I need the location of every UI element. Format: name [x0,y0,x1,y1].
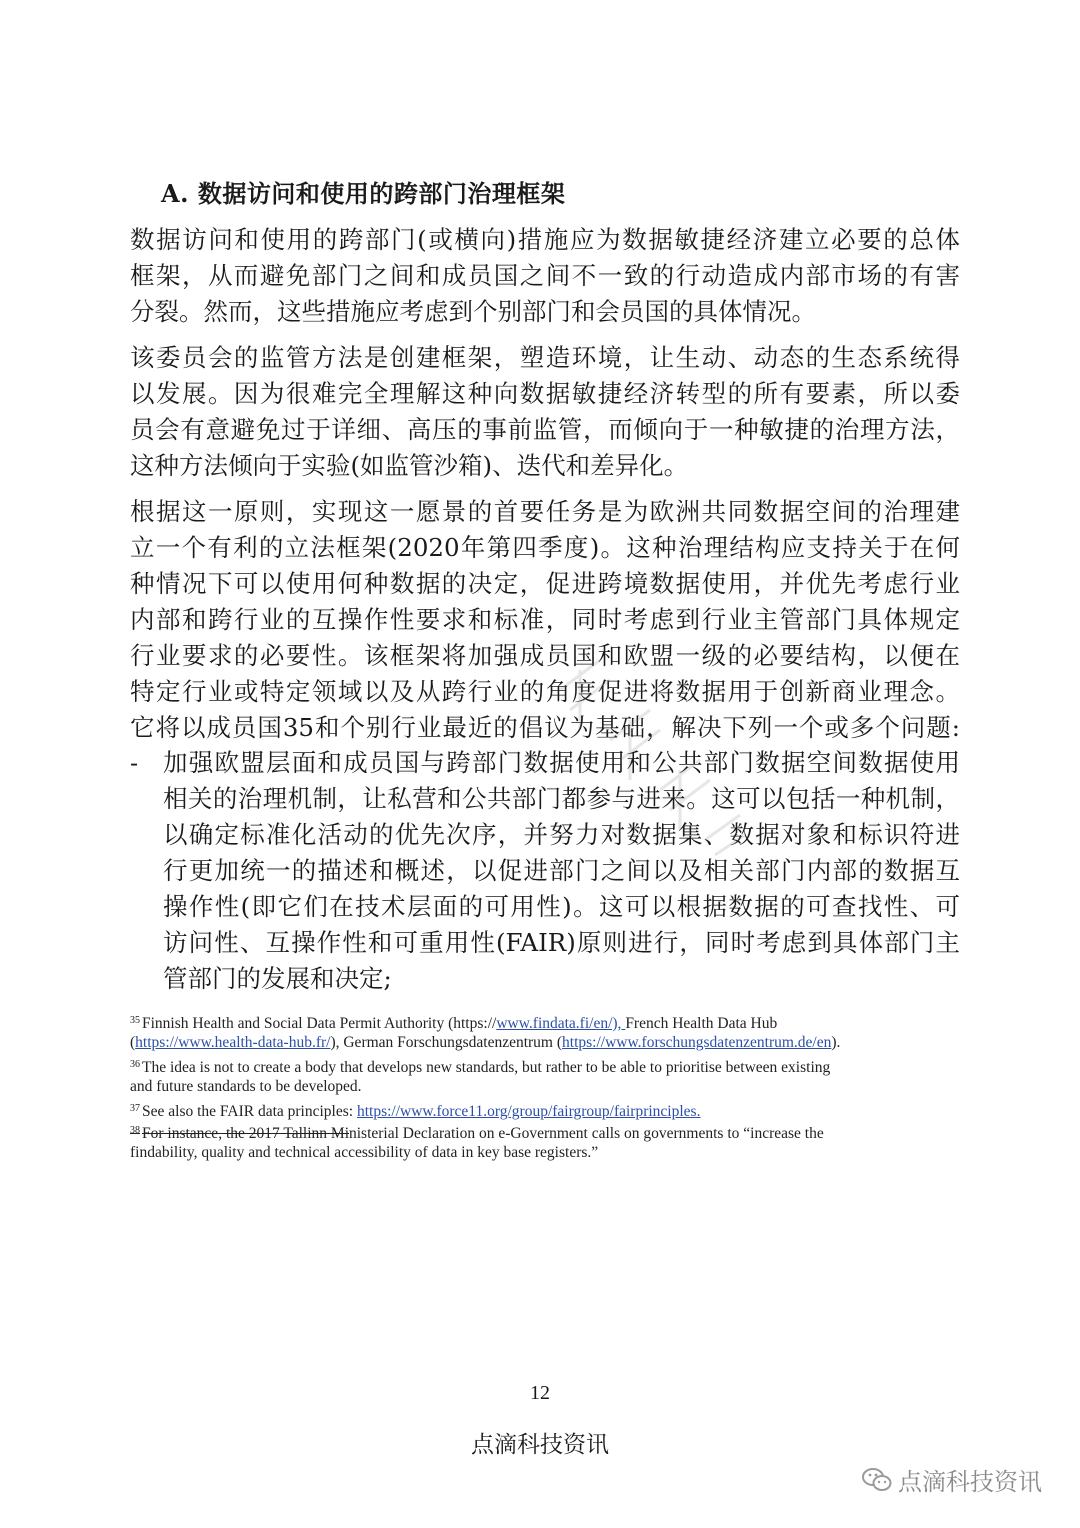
page-number: 12 [530,1382,550,1404]
footnote-number: 35 [130,1015,140,1026]
footnote-struck-text: For instance, the 2017 Tallinn Mi [142,1125,349,1142]
footnotes [130,1010,960,1164]
paragraph-line: 以发展。因为很难完全理解这种向数据敏捷经济转型的所有要素，所以委 [130,379,960,408]
footnote-36-cont: and future standards to be developed. [130,1078,362,1095]
bullet-line: 管部门的发展和决定; [163,964,392,993]
footnote-number: 38 [130,1125,140,1136]
paragraph-line: 它将以成员国35和个别行业最近的倡议为基础，解决下列一个或多个问题: [130,713,960,742]
footnote-text: ), German Forschungsdatenzentrum ( [330,1034,563,1051]
paragraph-line: 行业要求的必要性。该框架将加强成员国和欧盟一级的必要结构，以便在 [130,641,960,670]
paragraph-line: 立一个有利的立法框架(2020年第四季度)。这种治理结构应支持关于在何 [130,533,960,562]
footnote-link[interactable]: https://www.force11.org/group/fairgroup/fairprinciples. [356,1103,701,1120]
paragraph-1 [130,222,960,330]
bullet-line: 相关的治理机制，让私营和公共部门都参与进来。这可以包括一种机制， [163,784,960,813]
bullet-line: 加强欧盟层面和成员国与跨部门数据使用和公共部门数据空间数据使用 [163,748,960,777]
footnote-text: ). [831,1034,841,1051]
page-footer: 点滴科技资讯 [471,1432,609,1458]
wechat-icon [862,1467,892,1493]
paragraph-line: 数据访问和使用的跨部门(或横向)措施应为数据敏捷经济建立必要的总体 [130,225,960,254]
bullet-line: 访问性、互操作性和可重用性(FAIR)原则进行，同时考虑到具体部门主 [163,928,960,957]
paragraph-line: 种情况下可以使用何种数据的决定，促进跨境数据使用，并优先考虑行业 [130,569,960,598]
paragraph-2 [130,340,960,484]
paragraph-line: 内部和跨行业的互操作性要求和标准，同时考虑到行业主管部门具体规定 [130,605,960,634]
paragraph-line: 框架，从而避免部门之间和成员国之间不一致的行动造成内部市场的有害 [130,261,960,290]
paragraph-line: 该委员会的监管方法是创建框架，塑造环境，让生动、动态的生态系统得 [130,343,960,372]
paragraph-line: 分裂。然而，这些措施应考虑到个别部门和会员国的具体情况。 [130,297,816,326]
footnote-37 [130,1098,960,1120]
footnote-struck [130,1125,349,1142]
bullet-line: 行更加统一的描述和概述，以促进部门之间以及相关部门内部的数据互 [163,856,960,885]
footnote-36 [130,1054,960,1076]
footnote-number: 36 [130,1059,140,1070]
footnote-link[interactable]: https://www.forschungsdatenzentrum.de/en [562,1034,832,1051]
watermark-text: 点滴科技资讯 [898,1468,1042,1496]
footnote-number: 37 [130,1103,140,1114]
footnote-35-cont: (https://www.health-data-hub.fr/), German Forschungsdatenzentrum (https://www.forschungsdatenzentrum.de/en). [130,1034,841,1051]
wechat-watermark [862,1462,1042,1497]
bullet-line: 操作性(即它们在技术层面的可用性)。这可以根据数据的可查找性、可 [163,892,960,921]
footnote-link[interactable]: www.findata.fi/en/), [496,1015,626,1032]
footnote-38-cont: findability, quality and technical accessibility of data in key base registers.” [130,1144,599,1161]
footnote-text: nisterial Declaration on e-Government calls on governments to “increase the [349,1125,824,1142]
paragraph-line: 员会有意避免过于详细、高压的事前监管，而倾向于一种敏捷的治理方法， [130,415,960,444]
footnote-text: Finnish Health and Social Data Permit Authority (https:// [142,1015,497,1032]
footnote-text: See also the FAIR data principles: [142,1103,357,1120]
bullet-marker: - [130,749,139,777]
bullet-line: 以确定标准化活动的优先次序，并努力对数据集、数据对象和标识符进 [163,820,960,849]
paragraph-3 [130,494,960,746]
footnote-link[interactable]: https://www.health-data-hub.fr/ [135,1034,331,1051]
bullet-item [163,745,960,997]
paragraph-line: 特定行业或特定领域以及从跨行业的角度促进将数据用于创新商业理念。 [130,677,960,706]
paragraph-line: 根据这一原则，实现这一愿景的首要任务是为欧洲共同数据空间的治理建 [130,497,960,526]
section-heading: A. 数据访问和使用的跨部门治理框架 [161,179,566,208]
footnote-text: French Health Data Hub [625,1015,778,1032]
paragraph-line: 这种方法倾向于实验(如监管沙箱)、迭代和差异化。 [130,451,689,480]
footnote-38 [130,1120,960,1142]
footnote-text: The idea is not to create a body that develops new standards, but rather to be able to prioritise between existing [142,1059,831,1076]
footnote-35 [130,1010,960,1032]
